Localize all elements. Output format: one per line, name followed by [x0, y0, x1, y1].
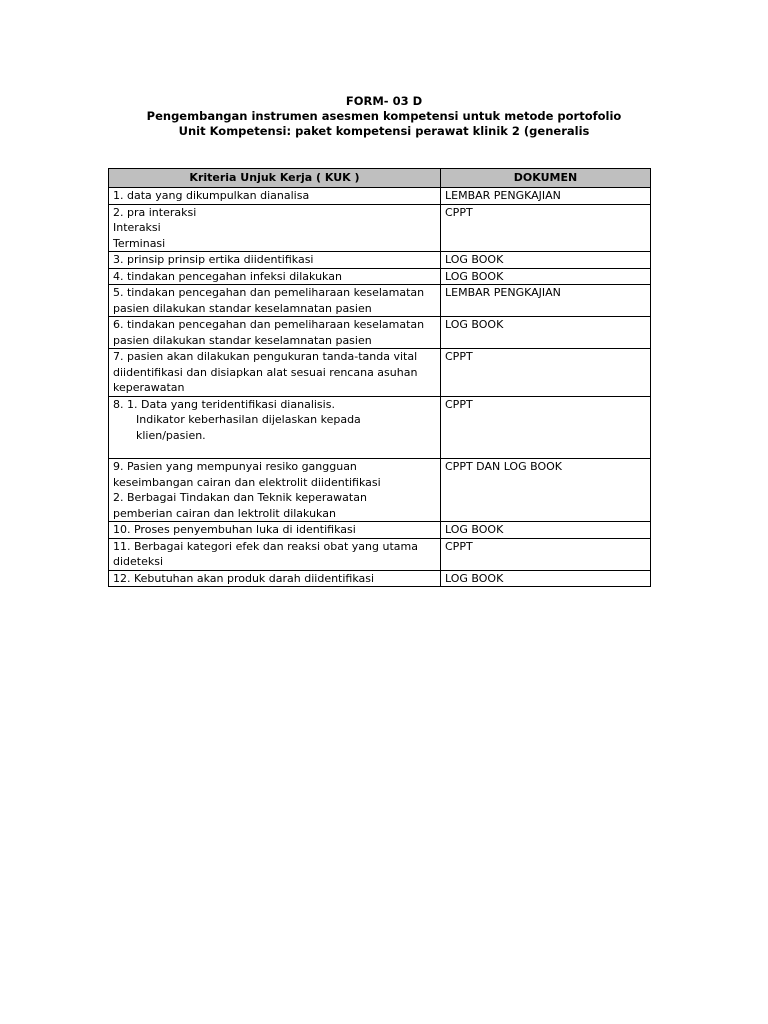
kuk-cell [109, 252, 441, 269]
kuk-line: 12. Kebutuhan akan produk darah diidentifikasi [113, 571, 375, 585]
dokumen-cell: LOG BOOK [441, 522, 651, 539]
column-header-dokumen: DOKUMEN [441, 169, 651, 188]
kuk-line: keseimbangan cairan dan elektrolit diidentifikasi [113, 475, 381, 489]
table-row [109, 188, 651, 205]
document-title: Pengembangan instrumen asesmen kompetensi untuk metode portofolio [146, 109, 622, 123]
kuk-line: Indikator keberhasilan dijelaskan kepada [136, 413, 361, 426]
kuk-cell [109, 349, 441, 397]
kuk-line: diidentifikasi dan disiapkan alat sesuai rencana asuhan [113, 365, 418, 379]
kuk-line: keperawatan [113, 381, 185, 394]
dokumen-cell: CPPT [441, 204, 651, 252]
kuk-cell [109, 188, 441, 205]
table-row [109, 349, 651, 397]
kuk-line: 6. tindakan pencegahan dan pemeliharaan keselamatan [113, 318, 425, 331]
kuk-line: pemberian cairan dan lektrolit dilakukan [113, 506, 336, 520]
kuk-line: 1. data yang dikumpulkan dianalisa [113, 189, 310, 202]
table-row [109, 459, 651, 522]
column-header-kuk: Kriteria Unjuk Kerja ( KUK ) [109, 169, 441, 188]
kuk-cell [109, 396, 441, 459]
unit-kompetensi: Unit Kompetensi: paket kompetensi perawat klinik 2 (generalis [178, 124, 590, 138]
table-row [109, 204, 651, 252]
kuk-line: 5. tindakan pencegahan dan pemeliharaan keselamatan [113, 286, 425, 299]
kuk-line: Interaksi [113, 221, 161, 234]
table-row [109, 570, 651, 587]
table-row [109, 522, 651, 539]
table-header-row [109, 169, 651, 188]
dokumen-cell: CPPT DAN LOG BOOK [441, 459, 651, 522]
document-header [0, 94, 768, 139]
kuk-cell [109, 317, 441, 349]
kuk-line: 3. prinsip prinsip ertika diidentifikasi [113, 253, 314, 266]
dokumen-cell: LOG BOOK [441, 317, 651, 349]
table-row [109, 396, 651, 459]
dokumen-cell: LOG BOOK [441, 252, 651, 269]
kuk-line: pasien dilakukan standar keselamnatan pasien [113, 301, 372, 315]
kuk-line: klien/pasien. [136, 428, 206, 442]
kuk-line: 2. Berbagai Tindakan dan Teknik keperawatan [113, 491, 367, 504]
table-row [109, 317, 651, 349]
kuk-line: 9. Pasien yang mempunyai resiko gangguan [113, 460, 357, 473]
dokumen-cell: CPPT [441, 396, 651, 459]
kuk-cell [109, 538, 441, 570]
kuk-line: dideteksi [113, 555, 164, 568]
kuk-cell [109, 268, 441, 285]
table-row [109, 538, 651, 570]
table-row [109, 252, 651, 269]
dokumen-cell: LEMBAR PENGKAJIAN [441, 285, 651, 317]
dokumen-cell: LOG BOOK [441, 570, 651, 587]
kuk-line: Terminasi [113, 236, 166, 250]
kuk-cell [109, 570, 441, 587]
kuk-line: 4. tindakan pencegahan infeksi dilakukan [113, 269, 342, 283]
kuk-line: pasien dilakukan standar keselamnatan pasien [113, 333, 372, 347]
dokumen-cell: CPPT [441, 349, 651, 397]
kuk-cell [109, 522, 441, 539]
form-number: FORM- 03 D [345, 94, 423, 108]
kuk-cell [109, 285, 441, 317]
kuk-line: 11. Berbagai kategori efek dan reaksi obat yang utama [113, 539, 418, 553]
kuk-line: 8. 1. Data yang teridentifikasi dianalisis. [113, 397, 335, 411]
kuk-cell [109, 204, 441, 252]
kuk-table [108, 168, 651, 587]
dokumen-cell: LEMBAR PENGKAJIAN [441, 188, 651, 205]
table-row [109, 268, 651, 285]
dokumen-cell: CPPT [441, 538, 651, 570]
kuk-cell [109, 459, 441, 522]
kuk-line: 2. pra interaksi [113, 205, 197, 219]
table-row [109, 285, 651, 317]
kuk-line: 7. pasien akan dilakukan pengukuran tanda-tanda vital [113, 350, 418, 363]
kuk-line: 10. Proses penyembuhan luka di identifikasi [113, 523, 356, 536]
dokumen-cell: LOG BOOK [441, 268, 651, 285]
